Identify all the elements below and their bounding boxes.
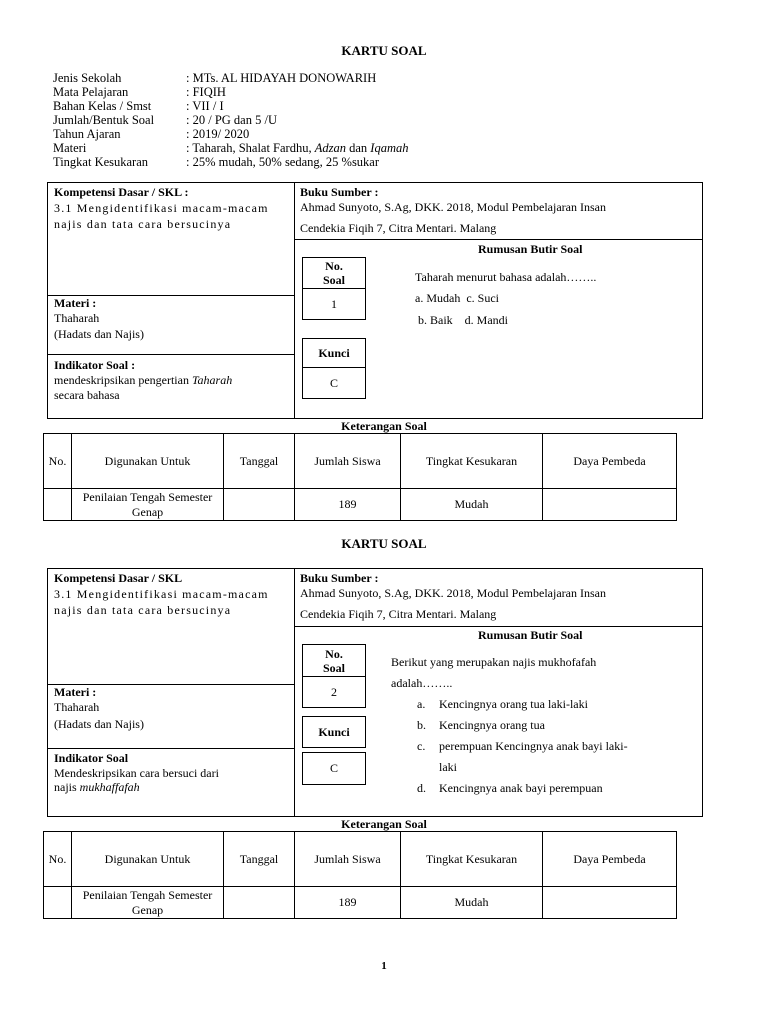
materi-text-2: (Hadats dan Najis) [54,327,144,341]
info-row-class: Bahan Kelas / Smst : VII / I [53,99,224,113]
kunci-value: C [302,367,366,399]
options-list [417,697,697,802]
kd-label: Kompetensi Dasar / SKL [54,571,183,585]
ket-caption-1: Keterangan Soal [341,419,427,433]
buku-text-1: Ahmad Sunyoto, S.Ag, DKK. 2018, Modul Pembelajaran Insan [300,586,606,600]
no-soal-header: No. Soal [302,644,366,677]
question-text: Taharah menurut bahasa adalah…….. [415,270,597,284]
list-item: laki [439,760,457,774]
materi-label: Materi : [54,685,97,699]
info-row-subject: Mata Pelajaran : FIQIH [53,85,226,99]
info-row-count: Jumlah/Bentuk Soal : 20 / PG dan 5 /U [53,113,277,127]
question-text-1: Berikut yang merupakan najis mukhofafah [391,655,597,669]
card-2-title: KARTU SOAL [341,536,427,551]
list-item: c. perempuan Kencingnya anak bayi laki- [417,739,628,753]
ket-caption-2: Keterangan Soal [341,817,427,831]
kunci-header: Kunci [302,338,366,368]
buku-text-2: Cendekia Fiqih 7, Citra Mentari. Malang [300,607,497,621]
indikator-label: Indikator Soal : [54,358,136,372]
buku-text-2: Cendekia Fiqih 7, Citra Mentari. Malang [300,221,497,235]
kd-text: 3.1 Mengidentifikasi macam-macam najis dan tata cara bersucinya [54,201,269,231]
indikator-text-1: mendeskripsikan pengertian Taharah [54,373,233,387]
option-row-2: b. Baik d. Mandi [418,313,509,327]
table-header-row: No. Digunakan Untuk Tanggal Jumlah Siswa Tingkat Kesukaran Daya Pembeda [44,832,677,887]
info-row-school: Jenis Sekolah : MTs. AL HIDAYAH DONOWARIH [53,71,377,85]
info-row-year: Tahun Ajaran : 2019/ 2020 [53,127,250,141]
kd-label: Kompetensi Dasar / SKL : [54,185,189,199]
no-soal-value: 1 [302,288,366,320]
table-row: Penilaian Tengah Semester Genap 189 Mudah [44,489,677,521]
materi-text-2: (Hadats dan Najis) [54,717,144,731]
indikator-label: Indikator Soal [54,751,129,765]
indikator-text-2: najis mukhaffafah [54,780,140,794]
question-text-2: adalah…….. [391,676,453,690]
page-number: 1 [381,960,387,972]
table-header-row: No. Digunakan Untuk Tanggal Jumlah Siswa Tingkat Kesukaran Daya Pembeda [44,434,677,489]
kd-text: 3.1 Mengidentifikasi macam-macam najis dan tata cara bersucinya [54,587,269,617]
keterangan-table-1 [43,433,677,521]
materi-text-1: Thaharah [54,700,100,714]
buku-label: Buku Sumber : [300,185,379,199]
list-item: a. Kencingnya orang tua laki-laki [417,697,588,711]
question-card-1 [47,182,703,419]
rumusan-label: Rumusan Butir Soal [478,242,583,256]
list-item: b. Kencingnya orang tua [417,718,545,732]
buku-label: Buku Sumber : [300,571,379,585]
kunci-value: C [302,752,366,785]
table-row: Penilaian Tengah Semester Genap 189 Mudah [44,887,677,919]
option-row-1: a. Mudah c. Suci [415,291,499,305]
kunci-header: Kunci [302,716,366,748]
keterangan-table-2 [43,831,677,919]
indikator-text-2: secara bahasa [54,388,120,402]
question-card-2 [47,568,703,817]
no-soal-header: No. Soal [302,257,366,289]
materi-label: Materi : [54,296,97,310]
materi-text-1: Thaharah [54,311,100,325]
indikator-text-1: Mendeskripsikan cara bersuci dari [54,766,219,780]
card-1-title: KARTU SOAL [341,43,427,58]
no-soal-value: 2 [302,676,366,708]
list-item: d. Kencingnya anak bayi perempuan [417,781,603,795]
buku-text-1: Ahmad Sunyoto, S.Ag, DKK. 2018, Modul Pembelajaran Insan [300,200,606,214]
info-row-difficulty: Tingkat Kesukaran : 25% mudah, 50% sedang, 25 %sukar [53,155,380,169]
info-row-materi: Materi : Taharah, Shalat Fardhu, Adzan dan Iqamah [53,141,409,155]
rumusan-label: Rumusan Butir Soal [478,628,583,642]
